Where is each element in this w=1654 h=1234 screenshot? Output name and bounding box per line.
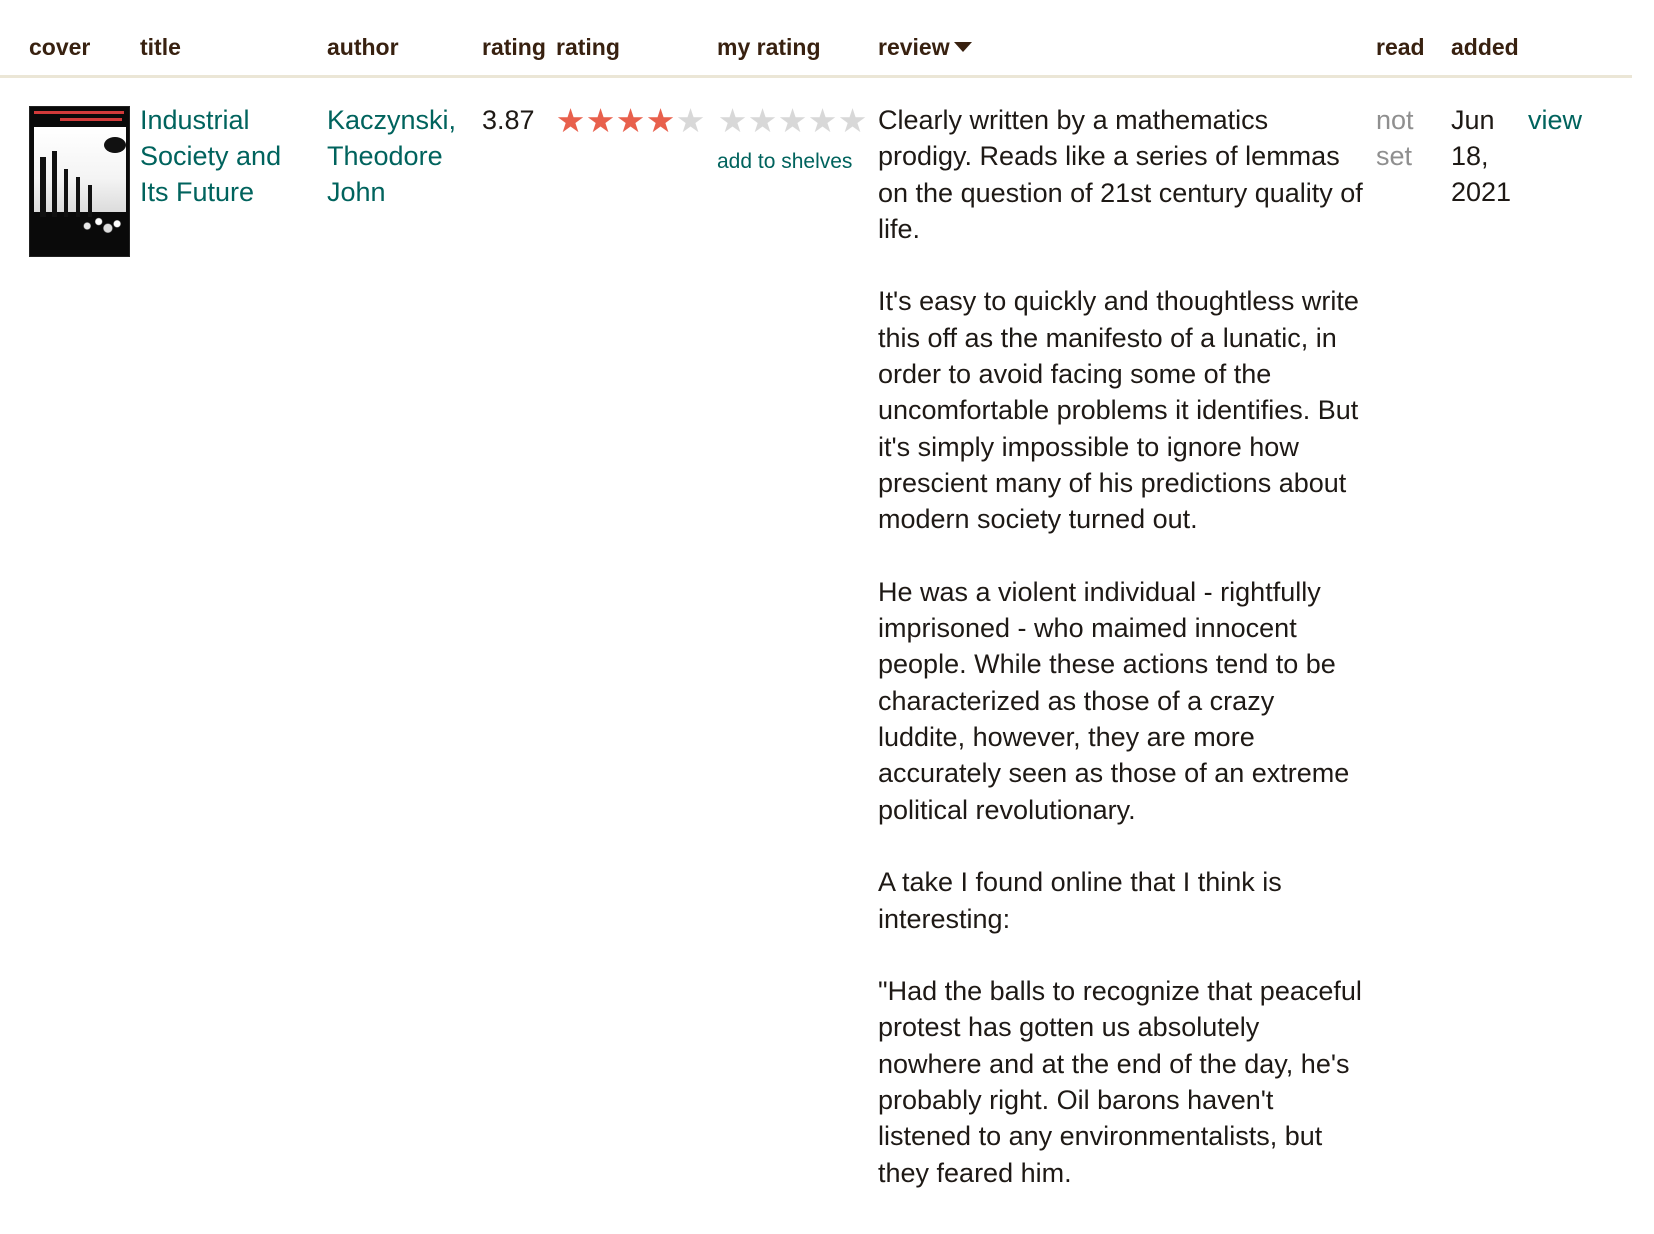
added-line: Jun [1451,105,1495,135]
cover-detail [78,215,124,237]
cover-chimney [76,177,80,217]
header-review[interactable] [878,34,972,61]
star-icon: ★ [645,102,675,139]
star-icon: ★ [675,102,705,139]
author-line: Theodore [327,141,443,171]
star-icon: ★ [585,102,615,139]
review-paragraph: Clearly written by a mathematics prodigy. Reads like a series of lemmas on the question of 21st century quality of life. [878,105,1363,244]
header-avg-rating[interactable]: rating [482,34,546,60]
star-icon: ★ [615,102,645,139]
add-to-shelves-link[interactable]: add to shelves [717,150,853,173]
table-row [0,80,1632,1234]
header-read[interactable]: read [1376,34,1425,60]
book-title-line: Society and [140,141,282,171]
star-icon[interactable]: ★ [807,102,837,139]
added-line: 18, [1451,141,1489,171]
author-line: Kaczynski, [327,105,457,135]
star-icon[interactable]: ★ [837,102,867,139]
read-line: not [1376,105,1414,135]
cover-chimney [52,151,57,217]
table-header [0,30,1632,78]
star-icon[interactable]: ★ [717,102,747,139]
book-author-link[interactable] [327,102,477,210]
author-line: John [327,177,386,207]
date-read-value [1376,102,1436,174]
average-rating-value: 3.87 [482,105,535,135]
header-my-rating[interactable]: my rating [717,34,821,60]
star-icon: ★ [555,102,585,139]
header-review-label: review [878,34,950,60]
added-line: 2021 [1451,177,1512,207]
date-added-value [1451,102,1531,210]
view-review-link[interactable]: view [1528,105,1583,135]
header-rating[interactable]: rating [556,34,620,60]
cover-chimney [64,169,68,217]
review-paragraph: A take I found online that I think is interesting: [878,867,1282,934]
header-added[interactable]: added [1451,34,1519,60]
header-author[interactable]: author [327,34,399,60]
caret-down-icon [954,42,972,52]
review-paragraph: He was a violent individual - rightfully imprisoned - who maimed innocent people. While these actions tend to be characterized as those of a crazy luddite, however, they are more accurately seen as those of an extreme political revolutionary. [878,576,1350,825]
review-paragraph: "Had the balls to recognize that peaceful protest has gotten us absolutely nowhere and at the end of the day, he's probably right. Oil barons haven't listened to any environmentalists, but they feared him. [878,976,1362,1188]
my-rating-stars[interactable] [717,103,867,139]
book-title-line: Its Future [140,177,255,207]
review-text [878,102,1368,1227]
header-title[interactable]: title [140,34,181,60]
book-cover-image[interactable] [29,106,130,257]
cover-subtitle-band [60,118,122,121]
average-rating-stars [555,103,705,139]
header-cover: cover [29,34,91,60]
cover-title-band [34,111,124,114]
cover-chimney [40,157,46,217]
star-icon[interactable]: ★ [747,102,777,139]
book-title-link[interactable] [140,102,315,210]
cover-chimney [88,185,92,217]
star-icon[interactable]: ★ [777,102,807,139]
book-title-line: Industrial [140,105,250,135]
review-paragraph: It's easy to quickly and thoughtless write this off as the manifesto of a lunatic, in order to avoid facing some of the uncomfortable problems it identifies. But it's simply impossible to ignore how prescient many of his predictions about modern society turned out. [878,286,1359,535]
cover-tree [104,137,126,153]
read-line: set [1376,141,1413,171]
